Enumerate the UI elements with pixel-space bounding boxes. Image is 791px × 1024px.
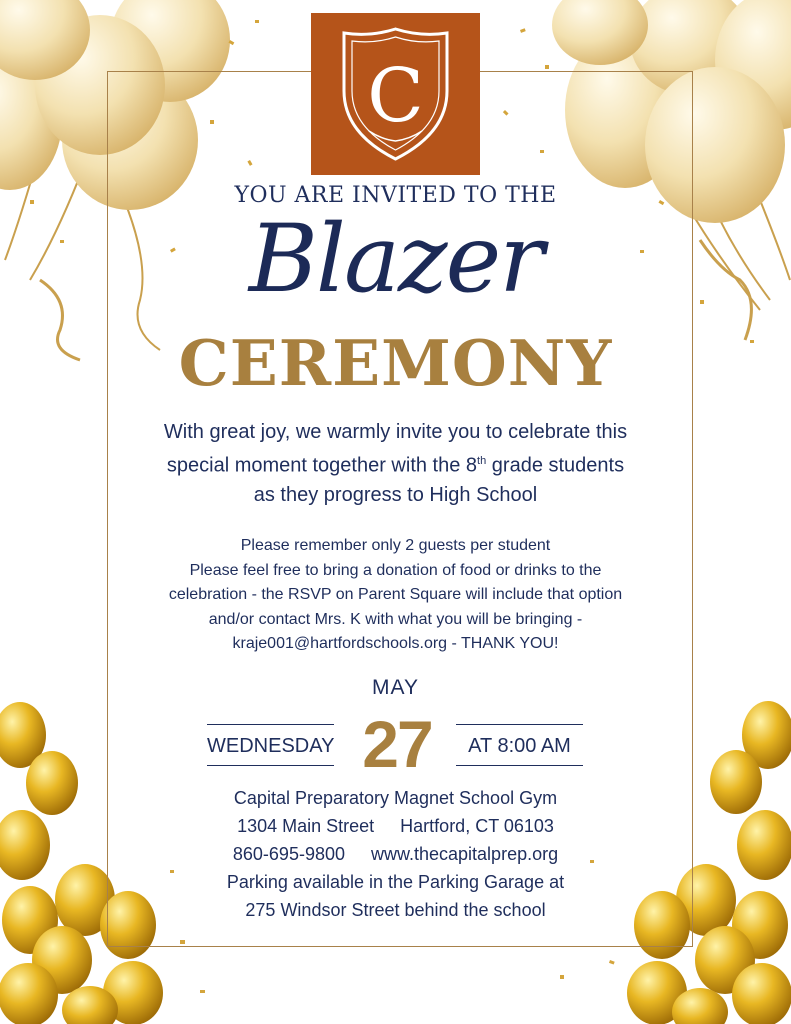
event-month: MAY [372, 676, 419, 699]
ordinal-suffix: th [477, 455, 487, 467]
shield-icon [311, 13, 480, 175]
venue-street: 1304 Main Street [237, 816, 375, 836]
venue-city: Hartford, CT 06103 [400, 816, 554, 836]
notes-line-1: Please remember only 2 guests per student [240, 537, 551, 554]
intro-line-1: With great joy, we warmly invite you to celebrate this [163, 421, 628, 443]
school-logo [311, 13, 480, 175]
intro-line-3: as they progress to High School [253, 483, 538, 506]
notes-line-5: kraje001@hartfordschools.org - THANK YOU! [232, 635, 559, 652]
notes-line-3: celebration - the RSVP on Parent Square will include that option [168, 586, 623, 603]
intro-line-2-end: grade students [486, 454, 625, 477]
venue-info [0, 784, 791, 924]
notes-line-4: and/or contact Mrs. K with what you will be bringing - [208, 610, 583, 628]
intro-line-2 [0, 447, 791, 481]
notes-line-2: Please feel free to bring a donation of food or drinks to the [189, 561, 602, 579]
title-script: Blazer [248, 205, 543, 314]
logo-letter: C [367, 53, 424, 139]
event-weekday: WEDNESDAY [207, 724, 334, 766]
parking-line-2: 275 Windsor Street behind the school [245, 900, 546, 920]
event-day: 27 [362, 707, 432, 781]
event-time: AT 8:00 AM [456, 724, 583, 766]
title-caps: CEREMONY [178, 326, 613, 400]
venue-contact [0, 840, 791, 868]
venue-phone: 860-695-9800 [232, 844, 345, 864]
invited-line: YOU ARE INVITED TO THE [234, 183, 557, 208]
venue-address [0, 812, 791, 840]
venue-name: Capital Preparatory Magnet School Gym [233, 788, 558, 808]
intro-paragraph [0, 418, 791, 510]
guest-notes [110, 534, 681, 657]
venue-website: www.thecapitalprep.org [371, 844, 559, 864]
intro-line-2-start: special moment together with the 8 [166, 454, 478, 477]
parking-line-1: Parking available in the Parking Garage at [226, 872, 565, 892]
